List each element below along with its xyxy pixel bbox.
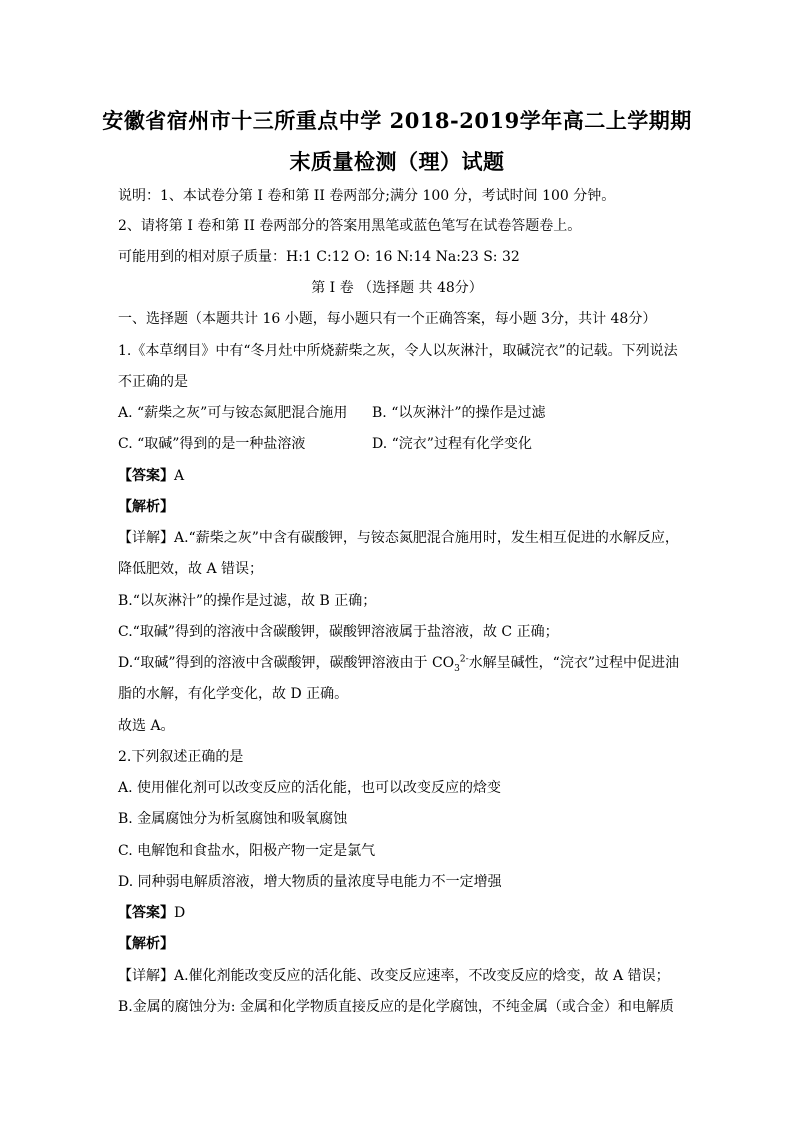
atomic-mass-line: 可能用到的相对原子质量：H:1 C:12 O: 16 N:14 Na:23 S: 32 xyxy=(118,249,520,265)
instructions-note-2: 2、请将第 I 卷和第 II 卷两部分的答案用黑笔或蓝色笔写在试卷答题卷上。 xyxy=(118,218,582,234)
q2-answer-label: 【答案】 xyxy=(118,905,174,921)
q1-option-a: A. “薪柴之灰”可与铵态氮肥混合施用 xyxy=(118,405,348,421)
q2-detail-line-2: B.金属的腐蚀分为: 金属和化学物质直接反应的是化学腐蚀，不纯金属（或合金）和电解质 xyxy=(118,999,674,1015)
q1-answer-value: A xyxy=(174,468,185,484)
q2-detail-line-1: 【详解】A.催化剂能改变反应的活化能、改变反应速率，不改变反应的焓变，故 A 错误； xyxy=(118,968,670,984)
q1-answer-line xyxy=(118,466,184,486)
section-heading: 第 I 卷 （选择题 共 48分） xyxy=(311,280,483,296)
q1-detail-line-6: 脂的水解，有化学变化，故 D 正确。 xyxy=(118,686,349,702)
q1-stem-line-2: 不正确的是 xyxy=(118,374,188,390)
q1-detail-line-2: 降低肥效，故 A 错误； xyxy=(118,561,264,577)
q2-answer-line xyxy=(118,903,185,923)
q2-option-c: C. 电解饱和食盐水，阳极产物一定是氯气 xyxy=(118,843,376,859)
q1-detail-line-4: C.“取碱”得到的溶液中含碳酸钾，碳酸钾溶液属于盐溶液，故 C 正确； xyxy=(118,624,559,640)
q1-detail-line-3: B.“以灰淋汁”的操作是过滤，故 B 正确； xyxy=(118,593,377,609)
q1-option-c: C. “取碱”得到的是一种盐溶液 xyxy=(118,436,306,452)
title-line-1: 安徽省宿州市十三所重点中学 2018-2019学年高二上学期期 xyxy=(102,108,692,133)
instructions-note-1: 说明：1、本试卷分第 I 卷和第 II 卷两部分;满分 100 分，考试时间 100 分钟。 xyxy=(118,188,616,204)
q1-analysis-label: 【解析】 xyxy=(118,499,174,515)
q1-detail-5-sup: 2- xyxy=(459,654,469,665)
q1-detail-5-sub: 3 xyxy=(454,663,460,674)
q2-analysis-label: 【解析】 xyxy=(118,936,174,952)
q1-detail-5-pre: D.“取碱”得到的溶液中含碳酸钾，碳酸钾溶液由于 CO xyxy=(118,655,455,671)
q1-option-d: D. “浣衣”过程有化学变化 xyxy=(372,436,532,452)
q1-detail-line-1: 【详解】A.“薪柴之灰”中含有碳酸钾，与铵态氮肥混合施用时，发生相互促进的水解反应， xyxy=(118,530,679,546)
q2-option-a: A. 使用催化剂可以改变反应的活化能，也可以改变反应的焓变 xyxy=(118,780,502,796)
q1-detail-line-5 xyxy=(118,653,679,673)
title-line-2: 末质量检测（理）试题 xyxy=(289,149,505,174)
q1-stem-line-1: 1.《本草纲目》中有“冬月灶中所烧薪柴之灰，令人以灰淋汁，取碱浣衣”的记载。下列说法 xyxy=(118,343,678,359)
q2-stem: 2.下列叙述正确的是 xyxy=(118,749,244,765)
q1-answer-label: 【答案】 xyxy=(118,468,174,484)
section-intro: 一、选择题（本题共计 16 小题，每小题只有一个正确答案，每小题 3分，共计 48分） xyxy=(118,311,657,327)
q2-option-d: D. 同种弱电解质溶液，增大物质的量浓度导电能力不一定增强 xyxy=(118,874,502,890)
q1-option-b: B. “以灰淋汁”的操作是过滤 xyxy=(372,405,546,421)
q1-detail-5-post: 水解呈碱性，“浣衣”过程中促进油 xyxy=(468,655,679,671)
q2-option-b: B. 金属腐蚀分为析氢腐蚀和吸氧腐蚀 xyxy=(118,811,348,827)
q2-answer-value: D xyxy=(174,905,186,921)
q1-conclusion: 故选 A。 xyxy=(118,718,175,734)
